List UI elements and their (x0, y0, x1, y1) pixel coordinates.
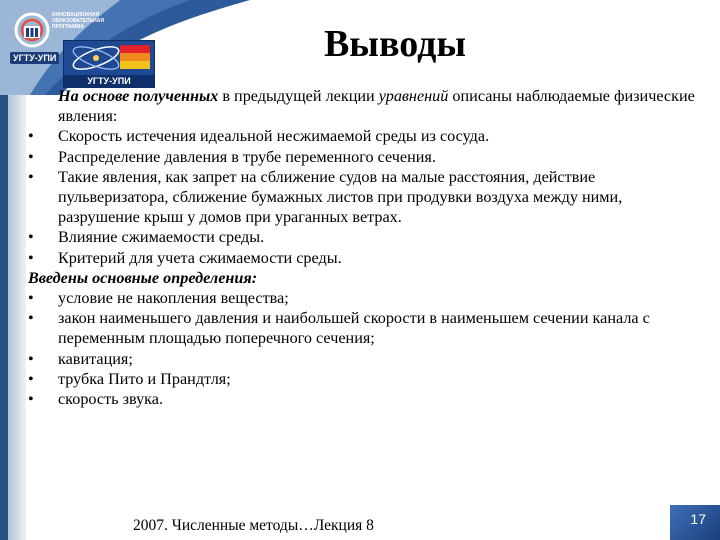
slide-body (28, 86, 708, 409)
slide-footer: 2007. Численные методы…Лекция 8 (133, 517, 374, 534)
bullet-icon: • (28, 147, 34, 166)
program-logo-caption: УГТУ-УПИ (64, 75, 154, 87)
bullet-icon: • (28, 248, 34, 267)
logo-caption: УГТУ-УПИ (10, 52, 59, 64)
intro-emphasis: На основе полученных (58, 87, 219, 105)
list-item-text: кавитация; (58, 349, 133, 368)
intro-text: в предыдущей лекции (218, 87, 379, 105)
list-item-text: условие не накопления вещества; (58, 289, 289, 308)
list-item-text: Скорость истечения идеальной несжимаемой среды из сосуда. (58, 127, 490, 146)
page-number: 17 (690, 511, 706, 527)
list-item (28, 147, 708, 167)
intro-text: описаны наблюдаемые физические явления: (58, 87, 695, 126)
bullet-icon: • (28, 289, 34, 308)
list-item-text: трубка Пито и Прандтля; (58, 369, 231, 388)
bullet-icon: • (28, 167, 34, 186)
list-item-text: Влияние сжимаемости среды. (58, 228, 265, 247)
bullet-icon: • (28, 369, 34, 388)
list-item-text: закон наименьшего давления и наибольшей скорости в наименьшем сечении канала с переменным площадью поперечного сечения; (58, 309, 650, 348)
bullet-icon: • (28, 390, 34, 409)
list-item (28, 308, 708, 348)
intro-paragraph (28, 86, 708, 126)
logo-line: ИННОВАЦИОННАЯ (52, 12, 100, 18)
list-item-text: Критерий для учета сжимаемости среды. (58, 248, 342, 267)
slide-title: Выводы (323, 23, 467, 65)
list-item (28, 167, 708, 228)
list-item (28, 288, 708, 308)
list-item-text: Распределение давления в трубе переменного сечения. (58, 147, 436, 166)
definitions-heading: Введены основные определения: (28, 268, 258, 287)
list-item (28, 126, 708, 146)
list-item (28, 227, 708, 247)
intro-italic: уравнений (378, 87, 449, 105)
bullet-icon: • (28, 349, 34, 368)
logo-line: ПРОГРАММА (52, 24, 85, 30)
list-item (28, 349, 708, 369)
list-item-text: скорость звука. (58, 390, 164, 409)
bullet-icon: • (28, 127, 34, 146)
list-item-text: Такие явления, как запрет на сближение судов на малые расстояния, действие пульверизатора, сближение бумажных листов при продувки воздуха между ними, разрушение крыш у домов при ураганных ветрах. (58, 167, 623, 227)
list-item (28, 369, 708, 389)
bullet-icon: • (28, 228, 34, 247)
logo-line: ОБРАЗОВАТЕЛЬНАЯ (52, 18, 104, 24)
list-item (28, 248, 708, 268)
list-item (28, 389, 708, 409)
bullet-icon: • (28, 309, 34, 328)
